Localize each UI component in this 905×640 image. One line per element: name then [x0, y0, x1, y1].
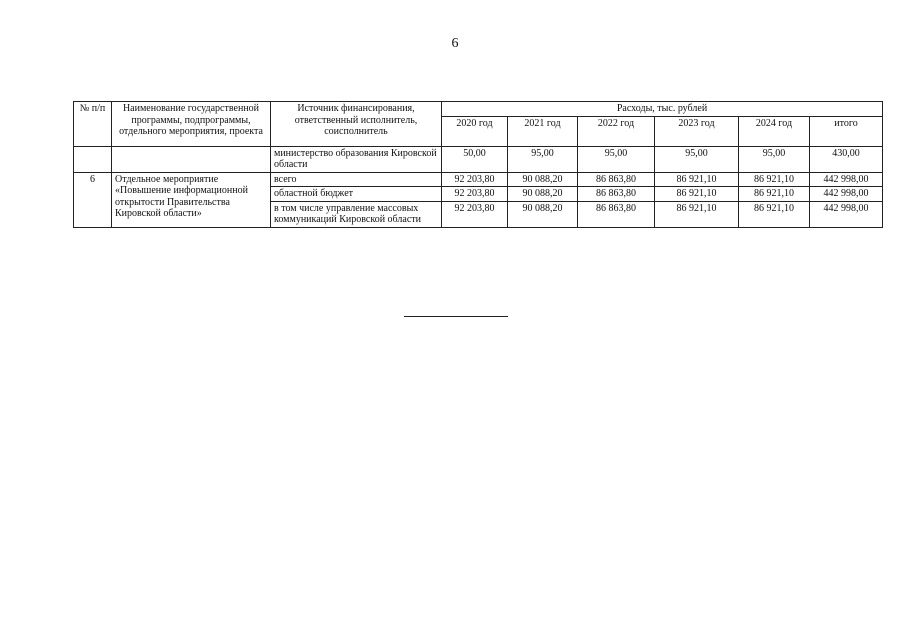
row-num: 6 — [74, 172, 112, 227]
header-year-2023: 2023 год — [655, 116, 739, 146]
table-row — [74, 172, 883, 187]
value-2021: 90 088,20 — [508, 187, 578, 202]
value-2022: 95,00 — [578, 146, 655, 172]
value-2021: 95,00 — [508, 146, 578, 172]
end-of-document-rule — [404, 316, 508, 317]
value-2021: 90 088,20 — [508, 201, 578, 227]
header-year-2024: 2024 год — [739, 116, 810, 146]
value-2024: 86 921,10 — [739, 187, 810, 202]
header-num: № п/п — [74, 102, 112, 147]
value-2024: 86 921,10 — [739, 201, 810, 227]
row-source: областной бюджет — [271, 187, 442, 202]
value-2023: 95,00 — [655, 146, 739, 172]
row-source: в том числе управление массовых коммуникаций Кировской области — [271, 201, 442, 227]
value-2021: 90 088,20 — [508, 172, 578, 187]
row-num — [74, 146, 112, 172]
value-total: 430,00 — [810, 146, 883, 172]
value-2020: 92 203,80 — [442, 187, 508, 202]
value-2020: 92 203,80 — [442, 201, 508, 227]
row-source: министерство образования Кировской области — [271, 146, 442, 172]
header-total: итого — [810, 116, 883, 146]
value-2022: 86 863,80 — [578, 172, 655, 187]
row-source: всего — [271, 172, 442, 187]
table-row — [74, 146, 883, 172]
header-year-2021: 2021 год — [508, 116, 578, 146]
value-2022: 86 863,80 — [578, 187, 655, 202]
budget-table — [73, 101, 883, 228]
value-total: 442 998,00 — [810, 187, 883, 202]
value-2024: 95,00 — [739, 146, 810, 172]
header-expenses: Расходы, тыс. рублей — [442, 102, 883, 117]
value-total: 442 998,00 — [810, 172, 883, 187]
header-year-2020: 2020 год — [442, 116, 508, 146]
value-total: 442 998,00 — [810, 201, 883, 227]
header-name: Наименование государственной программы, подпрограммы, отдельного мероприятия, проекта — [112, 102, 271, 147]
value-2023: 86 921,10 — [655, 172, 739, 187]
value-2024: 86 921,10 — [739, 172, 810, 187]
header-source: Источник финансирования, ответственный исполнитель, соисполнитель — [271, 102, 442, 147]
page-number: 6 — [451, 36, 459, 51]
header-row-top — [74, 102, 883, 117]
row-name — [112, 146, 271, 172]
row-name: Отдельное мероприятие «Повышение информационной открытости Правительства Кировской области» — [112, 172, 271, 227]
value-2022: 86 863,80 — [578, 201, 655, 227]
value-2023: 86 921,10 — [655, 187, 739, 202]
value-2020: 50,00 — [442, 146, 508, 172]
value-2020: 92 203,80 — [442, 172, 508, 187]
header-year-2022: 2022 год — [578, 116, 655, 146]
value-2023: 86 921,10 — [655, 201, 739, 227]
